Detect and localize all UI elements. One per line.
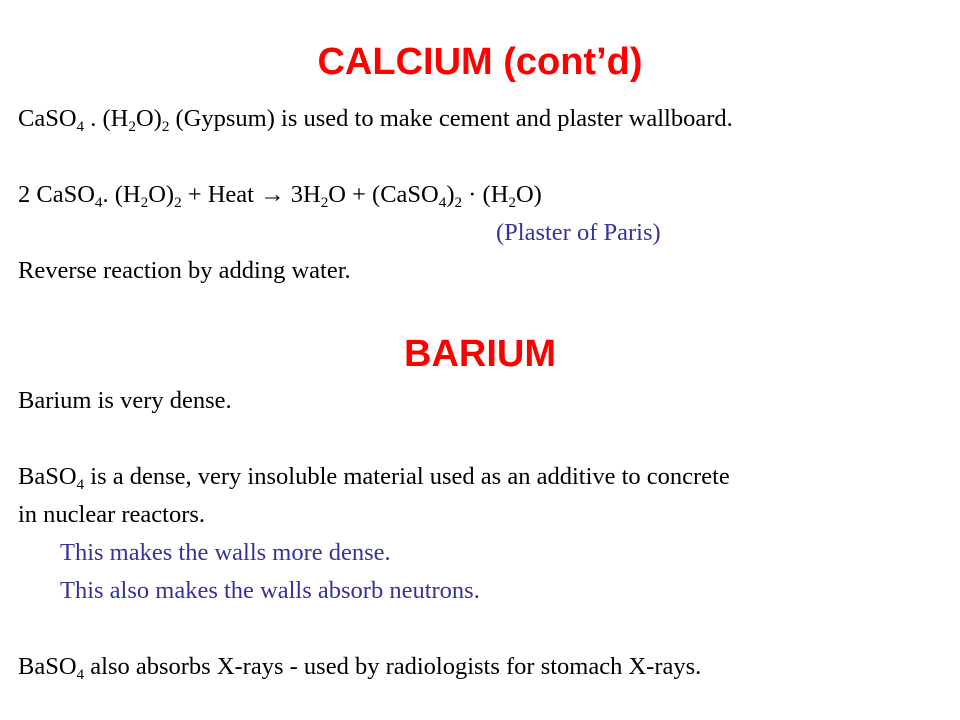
equation-part: . (H [102,181,141,208]
formula-part: CaSO [18,105,77,132]
subscript: 2 [140,193,149,211]
equation-part: O) [148,181,175,208]
barium-heading: BARIUM [404,333,556,375]
equation-part: 2 CaSO [18,181,95,208]
subscript: 4 [76,665,85,683]
formula-part: O) [135,105,162,132]
equation-part: 3H [284,181,321,208]
formula-part: (H [102,105,129,132]
barium-density-line: Barium is very dense. [18,387,232,414]
formula-part: BaSO [18,463,77,490]
subscript: 2 [128,117,136,135]
baso4-additive-line-cont: in nuclear reactors. [18,501,206,528]
subscript: 2 [454,193,463,211]
equation-part: ) [446,181,455,208]
equation-part: + Heat [181,181,261,208]
xray-text: also absorbs X-rays - used by radiologists for stomach X-rays. [84,653,702,680]
subscript: 4 [94,193,103,211]
reverse-reaction-note: Reverse reaction by adding water. [18,257,351,284]
walls-neutron-note: This also makes the walls absorb neutrons. [60,577,480,604]
subscript: 2 [320,193,329,211]
subscript: 4 [438,193,447,211]
subscript: 2 [161,117,170,135]
formula-dot: . [84,105,103,132]
plaster-of-paris-label: (Plaster of Paris) [496,219,661,246]
subscript: 2 [174,193,182,211]
gypsum-line [18,104,733,134]
equation-part: O + (CaSO [328,181,439,208]
dehydration-equation [18,180,542,210]
walls-dense-note: This makes the walls more dense. [60,539,391,566]
calcium-heading: CALCIUM (cont’d) [317,41,643,83]
subscript: 2 [508,193,516,211]
equation-part: · (H [462,181,509,208]
equation-part: O) [515,181,542,208]
subscript: 4 [76,117,85,135]
gypsum-text: (Gypsum) is used to make cement and plaster wallboard. [169,105,733,132]
baso4-additive-line [18,462,730,492]
formula-part: BaSO [18,653,77,680]
baso4-text: is a dense, very insoluble material used as an additive to concrete [84,463,730,490]
reaction-arrow-icon: → [260,181,285,208]
xray-line [18,652,701,682]
subscript: 4 [76,475,85,493]
